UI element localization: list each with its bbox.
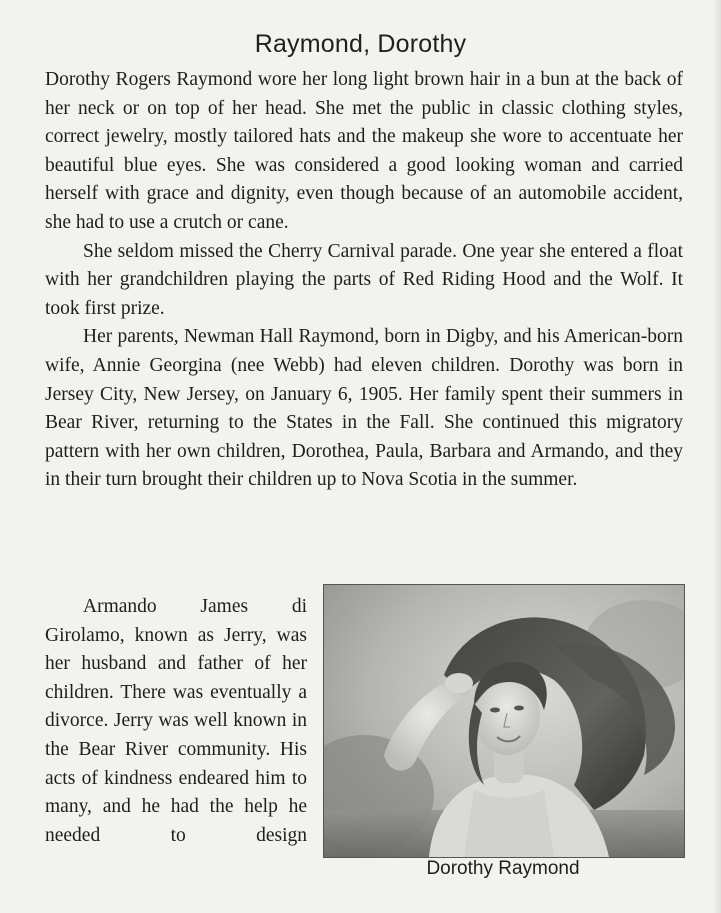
portrait-photo <box>323 584 685 858</box>
paragraph-1: Dorothy Rogers Raymond wore her long light brown hair in a bun at the back of her neck or on top of her head. She met the public in classic clothing styles, correct jewelry, mostly tailored hats and the makeup she wore to accentuate her beautiful blue eyes. She was considered a good looking woman and carried herself with grace and dignity, even though because of an automobile accident, she had to use a crutch or cane. <box>45 69 683 233</box>
article-body <box>45 66 683 495</box>
page-title: Raymond, Dorothy <box>254 30 467 58</box>
photo-caption: Dorothy Raymond <box>426 858 580 879</box>
paragraph-3: Her parents, Newman Hall Raymond, born in Digby, and his American-born wife, Annie Georgina (nee Webb) had eleven children. Dorothy was born in Jersey City, New Jersey, on January 6, 1905. Her family spent their summers in Bear River, returning to the States in the Fall. She continued this migratory pattern with her own children, Dorothea, Paula, Barbara and Armando, and they in their turn brought their children up to Nova Scotia in the summer. <box>45 326 683 491</box>
page-edge-shadow <box>713 0 721 913</box>
paragraph-4: Armando James di Girolamo, known as Jerry, was her husband and father of her children. There was eventually a divorce. Jerry was well known in the Bear River community. His acts of kindness endeared him to many, and he had the help he needed to design <box>45 596 307 846</box>
paragraph-2: She seldom missed the Cherry Carnival parade. One year she entered a float with her grandchildren playing the parts of Red Riding Hood and the Wolf. It took first prize. <box>45 240 683 319</box>
portrait-photo-image <box>324 585 684 857</box>
